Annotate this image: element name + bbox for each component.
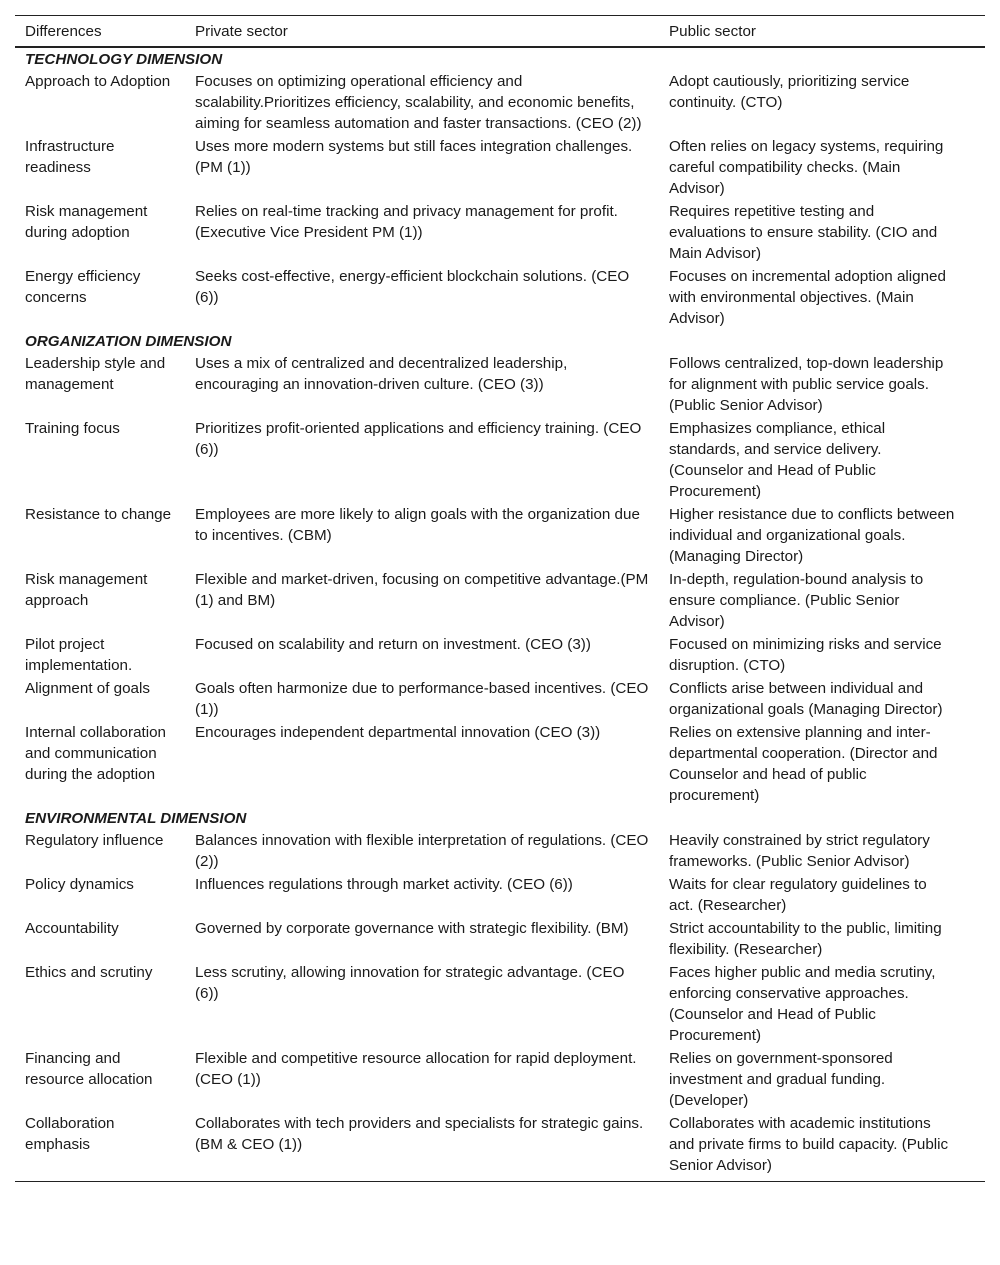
public-sector-cell: Faces higher public and media scrutiny, enforcing conservative approaches. (Counselor and Head of Public Procurement) xyxy=(669,964,936,1044)
difference-cell: Energy efficiency concerns xyxy=(25,268,141,306)
public-sector-cell: Emphasizes compliance, ethical standards, and service delivery. (Counselor and Head of Public Procurement) xyxy=(669,420,886,500)
difference-cell: Approach to Adoption xyxy=(25,73,171,90)
header-row xyxy=(15,16,985,48)
table-row xyxy=(15,200,985,265)
difference-cell: Risk management during adoption xyxy=(25,203,148,241)
difference-cell: Training focus xyxy=(25,420,120,437)
public-sector-cell: In-depth, regulation-bound analysis to ensure compliance. (Public Senior Advisor) xyxy=(669,571,924,630)
public-sector-cell: Follows centralized, top-down leadership for alignment with public service goals. (Public Senior Advisor) xyxy=(669,355,944,414)
section-row xyxy=(15,807,985,829)
table-row xyxy=(15,1047,985,1112)
public-sector-cell: Relies on government-sponsored investment and gradual funding. (Developer) xyxy=(669,1050,893,1109)
section-row xyxy=(15,47,985,70)
difference-cell: Financing and resource allocation xyxy=(25,1050,153,1088)
public-sector-cell: Conflicts arise between individual and organizational goals (Managing Director) xyxy=(669,680,943,718)
private-sector-cell: Uses more modern systems but still faces integration challenges. (PM (1)) xyxy=(195,138,633,176)
table-row xyxy=(15,721,985,807)
private-sector-cell: Seeks cost-effective, energy-efficient blockchain solutions. (CEO (6)) xyxy=(195,268,630,306)
private-sector-cell: Collaborates with tech providers and specialists for strategic gains. (BM & CEO (1)) xyxy=(195,1115,644,1153)
table-row xyxy=(15,265,985,330)
difference-cell: Pilot project implementation. xyxy=(25,636,133,674)
difference-cell: Leadership style and management xyxy=(25,355,166,393)
table-row xyxy=(15,352,985,417)
private-sector-cell: Encourages independent departmental innovation (CEO (3)) xyxy=(195,724,601,741)
table-row xyxy=(15,417,985,503)
difference-cell: Ethics and scrutiny xyxy=(25,964,153,981)
header-differences: Differences xyxy=(25,23,102,40)
public-sector-cell: Focuses on incremental adoption aligned with environmental objectives. (Main Advisor) xyxy=(669,268,946,327)
table-row xyxy=(15,961,985,1047)
comparison-table xyxy=(15,15,985,1182)
difference-cell: Resistance to change xyxy=(25,506,172,523)
table-row xyxy=(15,829,985,873)
section-title: ENVIRONMENTAL DIMENSION xyxy=(25,810,247,827)
difference-cell: Infrastructure readiness xyxy=(25,138,115,176)
public-sector-cell: Often relies on legacy systems, requiring careful compatibility checks. (Main Advisor) xyxy=(669,138,944,197)
table-row xyxy=(15,70,985,135)
private-sector-cell: Governed by corporate governance with strategic flexibility. (BM) xyxy=(195,920,629,937)
table-row xyxy=(15,135,985,200)
difference-cell: Policy dynamics xyxy=(25,876,134,893)
table-row xyxy=(15,917,985,961)
private-sector-cell: Uses a mix of centralized and decentralized leadership, encouraging an innovation-driven culture. (CEO (3)) xyxy=(195,355,568,393)
private-sector-cell: Goals often harmonize due to performance-based incentives. (CEO (1)) xyxy=(195,680,649,718)
difference-cell: Internal collaboration and communication during the adoption xyxy=(25,724,166,783)
private-sector-cell: Focused on scalability and return on investment. (CEO (3)) xyxy=(195,636,591,653)
header-public-sector: Public sector xyxy=(669,23,756,40)
public-sector-cell: Heavily constrained by strict regulatory frameworks. (Public Senior Advisor) xyxy=(669,832,930,870)
table-row xyxy=(15,873,985,917)
table-row xyxy=(15,568,985,633)
private-sector-cell: Influences regulations through market activity. (CEO (6)) xyxy=(195,876,573,893)
difference-cell: Regulatory influence xyxy=(25,832,164,849)
public-sector-cell: Requires repetitive testing and evaluations to ensure stability. (CIO and Main Advisor) xyxy=(669,203,938,262)
private-sector-cell: Flexible and market-driven, focusing on competitive advantage.(PM (1) and BM) xyxy=(195,571,649,609)
table-header xyxy=(15,16,985,48)
table-body xyxy=(15,47,985,1182)
public-sector-cell: Adopt cautiously, prioritizing service continuity. (CTO) xyxy=(669,73,910,111)
private-sector-cell: Flexible and competitive resource allocation for rapid deployment. (CEO (1)) xyxy=(195,1050,637,1088)
difference-cell: Alignment of goals xyxy=(25,680,150,697)
header-private-sector: Private sector xyxy=(195,23,288,40)
private-sector-cell: Balances innovation with flexible interpretation of regulations. (CEO (2)) xyxy=(195,832,649,870)
table-row xyxy=(15,1112,985,1182)
table-row xyxy=(15,503,985,568)
section-title: ORGANIZATION DIMENSION xyxy=(25,333,232,350)
private-sector-cell: Less scrutiny, allowing innovation for strategic advantage. (CEO (6)) xyxy=(195,964,625,1002)
public-sector-cell: Strict accountability to the public, limiting flexibility. (Researcher) xyxy=(669,920,942,958)
difference-cell: Risk management approach xyxy=(25,571,148,609)
private-sector-cell: Employees are more likely to align goals with the organization due to incentives. (CBM) xyxy=(195,506,640,544)
section-title: TECHNOLOGY DIMENSION xyxy=(25,51,223,68)
public-sector-cell: Relies on extensive planning and inter-departmental cooperation. (Director and Counselor and head of public procurement) xyxy=(669,724,938,804)
private-sector-cell: Relies on real-time tracking and privacy management for profit. (Executive Vice President PM (1)) xyxy=(195,203,618,241)
private-sector-cell: Prioritizes profit-oriented applications and efficiency training. (CEO (6)) xyxy=(195,420,642,458)
public-sector-cell: Focused on minimizing risks and service disruption. (CTO) xyxy=(669,636,942,674)
difference-cell: Collaboration emphasis xyxy=(25,1115,115,1153)
difference-cell: Accountability xyxy=(25,920,119,937)
public-sector-cell: Higher resistance due to conflicts between individual and organizational goals.(Managing Director) xyxy=(669,506,955,565)
public-sector-cell: Waits for clear regulatory guidelines to act. (Researcher) xyxy=(669,876,927,914)
table-row xyxy=(15,633,985,677)
public-sector-cell: Collaborates with academic institutions and private firms to build capacity. (Public Senior Advisor) xyxy=(669,1115,949,1174)
table-row xyxy=(15,677,985,721)
section-row xyxy=(15,330,985,352)
private-sector-cell: Focuses on optimizing operational efficiency and scalability.Prioritizes efficiency, scalability, and economic benefits, aiming for seamless automation and faster transactions. (CEO (2)) xyxy=(195,73,642,132)
